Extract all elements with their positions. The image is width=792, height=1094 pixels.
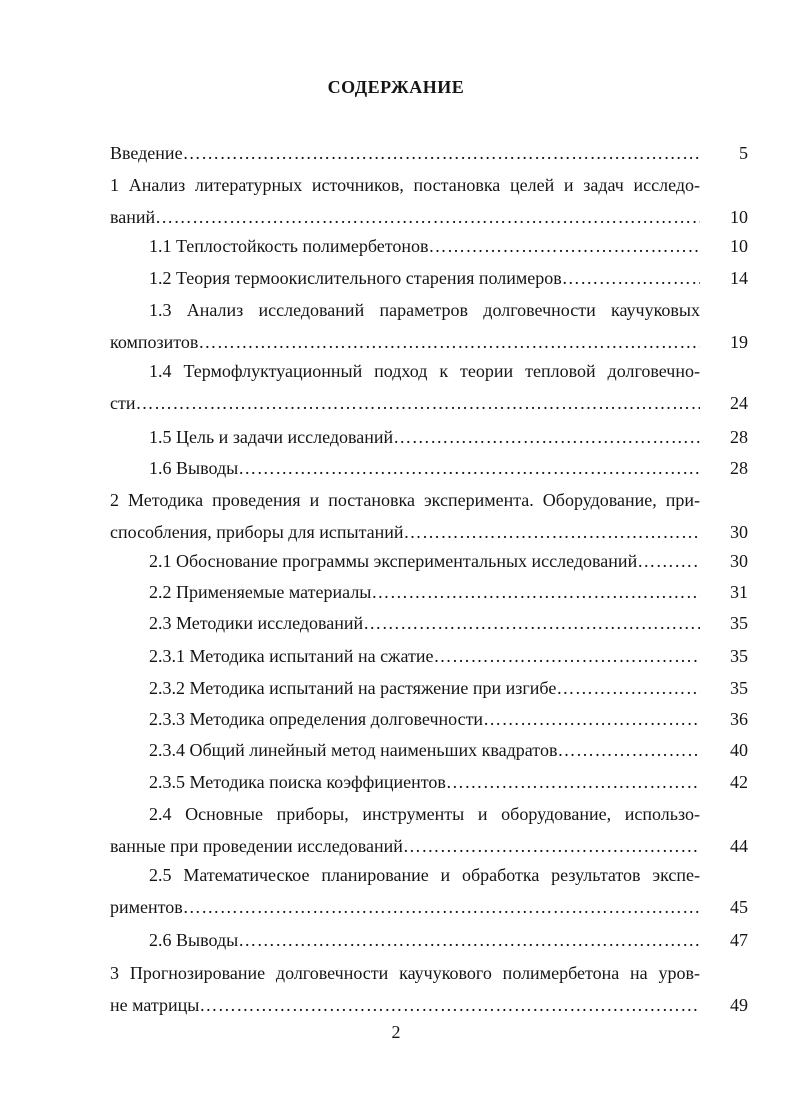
toc-entry-text: 1.5 Цель и задачи исследований <box>149 427 394 447</box>
leader-dots <box>434 643 700 669</box>
leader-dots <box>393 424 700 450</box>
leader-dots <box>557 737 700 763</box>
toc-page-number: 49 <box>730 995 748 1015</box>
leader-dots <box>199 992 700 1018</box>
toc-entry-line: 1.4 Термофлуктуационный подход к теории тепловой долговечно- <box>149 361 700 381</box>
toc-page-number: 10 <box>730 236 748 256</box>
toc-entry-line: 2.4 Основные приборы, инструменты и оборудование, использо- <box>149 804 700 824</box>
toc-entry-line <box>149 548 700 574</box>
toc-page-number: 44 <box>730 836 748 856</box>
toc-entry-line <box>110 204 700 230</box>
toc-page-number: 10 <box>730 207 748 227</box>
toc-entry-line <box>149 706 700 732</box>
toc-entry-text: 2.3.1 Методика испытаний на сжатие <box>149 646 434 666</box>
toc-page-number: 45 <box>730 897 748 917</box>
leader-dots <box>404 519 700 545</box>
toc-page-number: 28 <box>730 458 748 478</box>
toc-page-number: 30 <box>730 522 748 542</box>
toc-page-number: 36 <box>730 709 748 729</box>
toc-entry-text: не матрицы <box>110 995 200 1015</box>
toc-page-number: 40 <box>730 740 748 760</box>
toc-page-number: 47 <box>730 930 748 950</box>
page-title: СОДЕРЖАНИЕ <box>327 77 465 97</box>
leader-dots <box>483 706 700 732</box>
toc-entry-line <box>110 390 700 416</box>
leader-dots <box>363 610 700 636</box>
leader-dots <box>238 455 700 481</box>
toc-entry-text: 2.3 Методики исследований <box>149 613 364 633</box>
leader-dots <box>637 548 700 574</box>
toc-page-number: 19 <box>730 332 748 352</box>
toc-page-number: 5 <box>739 143 748 163</box>
toc-page-number: 31 <box>730 582 748 602</box>
toc-page-number: 30 <box>730 551 748 571</box>
leader-dots <box>371 579 700 605</box>
toc-entry-line <box>149 643 700 669</box>
toc-entry-text: 2.3.5 Методика поиска коэффициентов <box>149 772 446 792</box>
leader-dots <box>403 833 700 859</box>
toc-entry-text: 2.1 Обоснование программы экспериментальных исследований <box>149 551 638 571</box>
toc-entry-line <box>110 833 700 859</box>
toc-entry-line <box>149 737 700 763</box>
toc-entry-line <box>110 519 700 545</box>
toc-entry-text: риментов <box>110 897 183 917</box>
leader-dots <box>183 140 700 166</box>
toc-entry-text: 1.6 Выводы <box>149 458 239 478</box>
toc-entry-text: 2.3.3 Методика определения долговечности <box>149 709 484 729</box>
toc-entry-text: ваний <box>110 207 156 227</box>
toc-entry-text: композитов <box>110 332 199 352</box>
toc-entry-text: способления, приборы для испытаний <box>110 522 404 542</box>
toc-page-number: 35 <box>730 646 748 666</box>
toc-entry-text: 1.2 Теория термоокислительного старения полимеров <box>149 268 562 288</box>
leader-dots <box>136 390 701 416</box>
toc-entry-line <box>149 233 700 259</box>
toc-entry-line <box>149 265 700 291</box>
leader-dots <box>238 927 700 953</box>
leader-dots <box>556 675 700 701</box>
leader-dots <box>446 769 700 795</box>
toc-page-number: 24 <box>730 393 748 413</box>
toc-entry-line <box>110 329 700 355</box>
toc-page-number: 35 <box>730 613 748 633</box>
toc-page-number: 42 <box>730 772 748 792</box>
toc-page-number: 14 <box>730 268 748 288</box>
toc-entry-line <box>149 424 700 450</box>
leader-dots <box>198 329 700 355</box>
toc-entry-line <box>149 610 700 636</box>
toc-entry-text: сти <box>110 393 136 413</box>
toc-entry-line <box>149 769 700 795</box>
toc-entry-line: 1.3 Анализ исследований параметров долговечности каучуковых <box>149 300 700 320</box>
toc-entry-line <box>110 140 700 166</box>
toc-entry-text: 2.6 Выводы <box>149 930 239 950</box>
toc-entry-line <box>149 927 700 953</box>
toc-entry-line <box>110 894 700 920</box>
toc-entry-text: 2.3.2 Методика испытаний на растяжение при изгибе <box>149 678 557 698</box>
toc-entry-line <box>149 455 700 481</box>
toc-entry-text: 2.2 Применяемые материалы <box>149 582 372 602</box>
toc-entry-text: ванные при проведении исследований <box>110 836 403 856</box>
page-number: 2 <box>391 1022 401 1042</box>
leader-dots <box>183 894 700 920</box>
toc-entry-line: 2 Методика проведения и постановка эксперимента. Оборудование, при- <box>110 490 700 510</box>
toc-entry-line: 1 Анализ литературных источников, постановка целей и задач исследо- <box>110 175 700 195</box>
leader-dots <box>429 233 700 259</box>
toc-entry-text: 2.3.4 Общий линейный метод наименьших квадратов <box>149 740 558 760</box>
toc-page-number: 35 <box>730 678 748 698</box>
toc-entry-line: 2.5 Математическое планирование и обработка результатов экспе- <box>149 865 700 885</box>
toc-entry-text: 1.1 Теплостойкость полимербетонов <box>149 236 429 256</box>
toc-page-number: 28 <box>730 427 748 447</box>
leader-dots <box>562 265 700 291</box>
toc-entry-text: Введение <box>110 143 183 163</box>
leader-dots <box>155 204 700 230</box>
toc-entry-line <box>110 992 700 1018</box>
toc-entry-line: 3 Прогнозирование долговечности каучукового полимербетона на уров- <box>110 963 700 983</box>
toc-entry-line <box>149 675 700 701</box>
toc-entry-line <box>149 579 700 605</box>
